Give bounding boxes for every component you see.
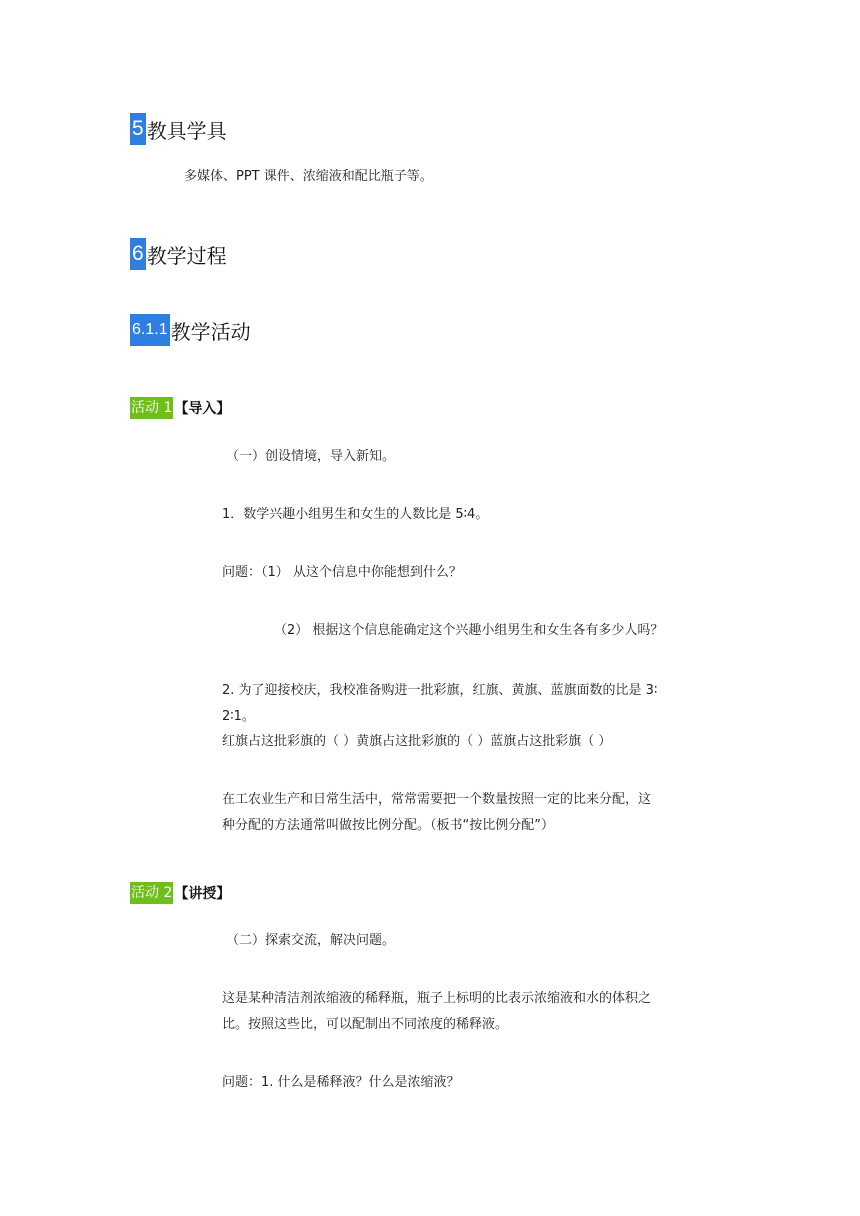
activity-1-paragraph: 种分配的方法通常叫做按比例分配。（板书“按比例分配”） [222, 818, 554, 833]
activity-1-paragraph: 2∶1。 [222, 709, 255, 724]
section-title: 教具学具 [146, 118, 227, 143]
subsection-title: 教学活动 [170, 319, 251, 344]
activity-badge: 活动 1 [130, 397, 173, 419]
activity-2-paragraph: 比。按照这些比，可以配制出不同浓度的稀释液。 [222, 1017, 509, 1032]
section-6-heading [130, 238, 227, 270]
activity-badge: 活动 2 [130, 882, 173, 904]
activity-2-header [130, 882, 230, 904]
activity-tag: 【导入】 [174, 401, 231, 417]
section-number-badge: 6 [130, 238, 146, 270]
activity-1-paragraph: 2. 为了迎接校庆，我校准备购进一批彩旗，红旗、黄旗、蓝旗面数的比是 3∶ [222, 683, 658, 698]
activity-2-paragraph: 问题：1. 什么是稀释液？什么是浓缩液？ [222, 1075, 460, 1090]
subsection-heading [130, 314, 251, 346]
activity-1-paragraph: 红旗占这批彩旗的（ ）黄旗占这批彩旗的（ ）蓝旗占这批彩旗（ ） [222, 734, 612, 749]
activity-1-paragraph: （2） 根据这个信息能确定这个兴趣小组男生和女生各有多少人吗？ [274, 623, 664, 638]
activity-tag: 【讲授】 [174, 886, 231, 902]
activity-2-paragraph: （二）探索交流，解决问题。 [226, 933, 396, 948]
activity-1-paragraph: 1．数学兴趣小组男生和女生的人数比是 5∶4。 [222, 507, 489, 522]
activity-1-paragraph: 在工农业生产和日常生活中，常常需要把一个数量按照一定的比来分配，这 [222, 792, 652, 807]
activity-1-paragraph: 问题：（1） 从这个信息中你能想到什么？ [222, 565, 462, 580]
subsection-number-badge: 6.1.1 [130, 314, 170, 346]
activity-2-paragraph: 这是某种清洁剂浓缩液的稀释瓶，瓶子上标明的比表示浓缩液和水的体积之 [222, 991, 652, 1006]
section-5-heading [130, 113, 227, 145]
activity-1-paragraph: （一）创设情境，导入新知。 [226, 449, 396, 464]
activity-1-header [130, 397, 230, 419]
section-title: 教学过程 [146, 243, 227, 268]
section-5-content: 多媒体、PPT 课件、浓缩液和配比瓶子等。 [184, 169, 433, 184]
section-number-badge: 5 [130, 113, 146, 145]
